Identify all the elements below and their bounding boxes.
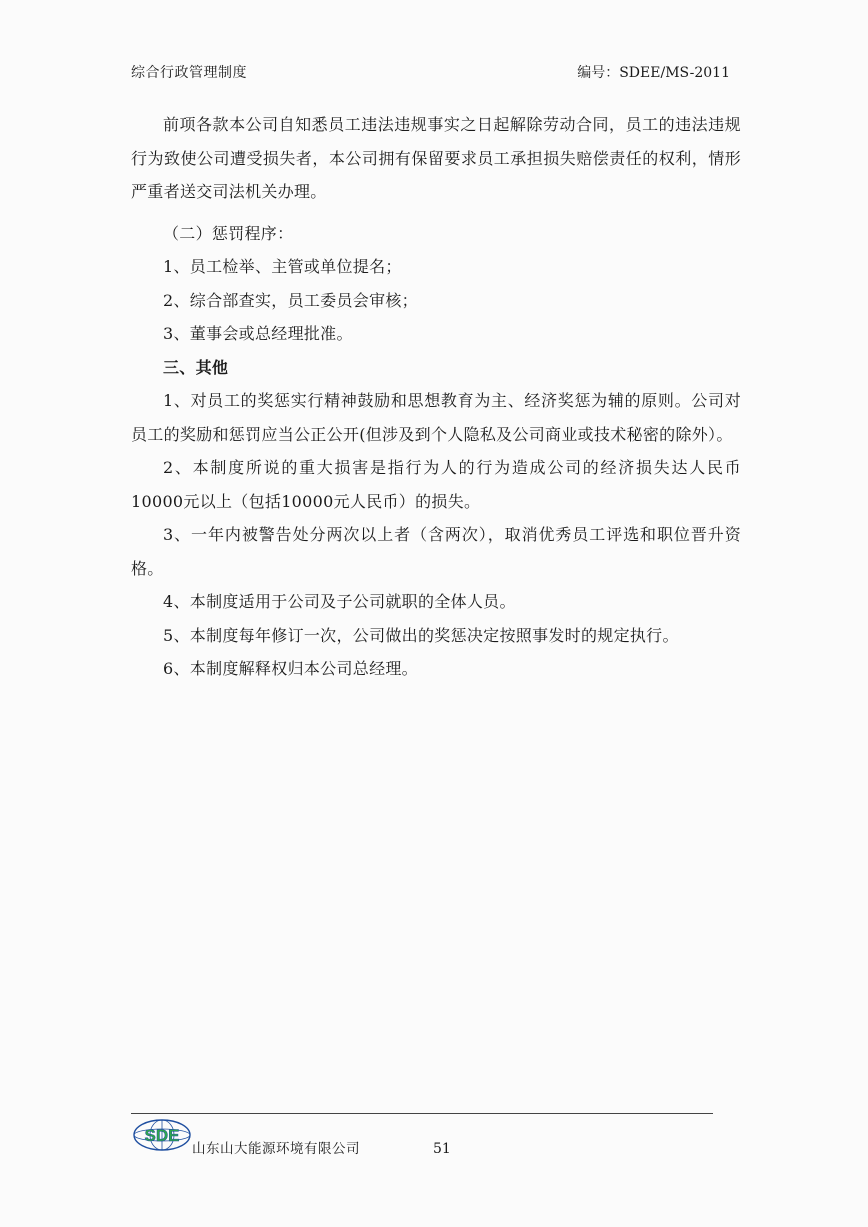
list-item: 2、本制度所说的重大损害是指行为人的行为造成公司的经济损失达人民币10000元以上（包括10000元人民币）的损失。	[131, 458, 741, 511]
list-item: 3、一年内被警告处分两次以上者（含两次），取消优秀员工评选和职位晋升资格。	[131, 525, 741, 578]
company-logo-icon	[132, 1118, 192, 1152]
header-title: 综合行政管理制度	[131, 65, 247, 81]
svg-text:SDE: SDE	[144, 1126, 180, 1145]
list-item: 5、本制度每年修订一次，公司做出的奖惩决定按照事发时的规定执行。	[163, 625, 679, 645]
list-item: 1、对员工的奖惩实行精神鼓励和思想教育为主、经济奖惩为辅的原则。公司对员工的奖励和惩罚应当公正公开(但涉及到个人隐私及公司商业或技术秘密的除外）。	[131, 391, 741, 444]
section-heading-other: 三、其他	[163, 357, 229, 377]
page-number: 51	[433, 1141, 451, 1157]
header-doc-number: 编号：SDEE/MS-2011	[577, 65, 730, 81]
footer-company-name: 山东山大能源环境有限公司	[192, 1141, 360, 1157]
list-item: 2、综合部查实，员工委员会审核；	[163, 290, 418, 310]
list-item: 1、员工检举、主管或单位提名；	[163, 257, 402, 276]
paragraph-liability: 前项各款本公司自知悉员工违法违规事实之日起解除劳动合同，员工的违法违规行为致使公司遭受损失者，本公司拥有保留要求员工承担损失赔偿责任的权利，情形严重者送交司法机关办理。	[131, 115, 741, 201]
heading-penalty-procedure: （二）惩罚程序：	[163, 223, 294, 243]
list-item: 4、本制度适用于公司及子公司就职的全体人员。	[163, 592, 516, 611]
footer-divider	[131, 1113, 713, 1114]
list-item: 3、董事会或总经理批准。	[163, 324, 353, 343]
list-item: 6、本制度解释权归本公司总经理。	[163, 659, 418, 678]
body-content	[131, 108, 741, 686]
